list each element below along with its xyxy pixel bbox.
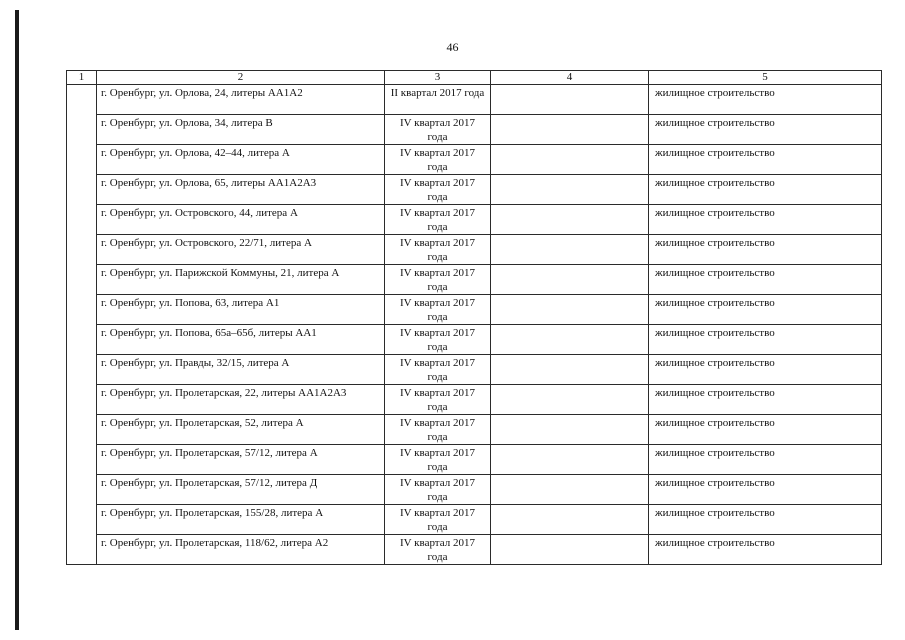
address-cell: г. Оренбург, ул. Парижской Коммуны, 21, литера А: [97, 265, 385, 295]
purpose-cell: жилищное строительство: [649, 445, 882, 475]
address-cell: г. Оренбург, ул. Орлова, 24, литеры АА1А2: [97, 85, 385, 115]
column-4-cell: [491, 205, 649, 235]
address-cell: г. Оренбург, ул. Правды, 32/15, литера А: [97, 355, 385, 385]
table-row: [67, 295, 882, 325]
column-4-cell: [491, 295, 649, 325]
period-cell: II квартал 2017 года: [385, 85, 491, 115]
period-cell: IV квартал 2017 года: [385, 265, 491, 295]
table-row: [67, 385, 882, 415]
row-number-cell: [67, 535, 97, 565]
address-cell: г. Оренбург, ул. Орлова, 65, литеры АА1А2А3: [97, 175, 385, 205]
column-4-cell: [491, 175, 649, 205]
period-cell: IV квартал 2017 года: [385, 535, 491, 565]
column-4-cell: [491, 355, 649, 385]
purpose-cell: жилищное строительство: [649, 85, 882, 115]
table-row: [67, 325, 882, 355]
address-cell: г. Оренбург, ул. Пролетарская, 22, литеры АА1А2А3: [97, 385, 385, 415]
page-number: 46: [446, 40, 459, 54]
table-row: [67, 505, 882, 535]
purpose-cell: жилищное строительство: [649, 415, 882, 445]
row-number-cell: [67, 505, 97, 535]
purpose-cell: жилищное строительство: [649, 145, 882, 175]
purpose-cell: жилищное строительство: [649, 475, 882, 505]
table-row: [67, 445, 882, 475]
row-number-cell: [67, 175, 97, 205]
scan-edge-line: [15, 10, 19, 630]
header-cell-1: 1: [67, 71, 97, 85]
header-row: [67, 71, 882, 85]
table-row: [67, 355, 882, 385]
header-cell-5: 5: [649, 71, 882, 85]
period-cell: IV квартал 2017 года: [385, 205, 491, 235]
row-number-cell: [67, 145, 97, 175]
row-number-cell: [67, 85, 97, 115]
row-number-cell: [67, 475, 97, 505]
address-cell: г. Оренбург, ул. Островского, 44, литера А: [97, 205, 385, 235]
address-cell: г. Оренбург, ул. Пролетарская, 57/12, литера А: [97, 445, 385, 475]
table-row: [67, 85, 882, 115]
column-4-cell: [491, 475, 649, 505]
row-number-cell: [67, 355, 97, 385]
row-number-cell: [67, 115, 97, 145]
period-cell: IV квартал 2017 года: [385, 415, 491, 445]
column-4-cell: [491, 385, 649, 415]
address-cell: г. Оренбург, ул. Пролетарская, 155/28, литера А: [97, 505, 385, 535]
table-row: [67, 265, 882, 295]
table-row: [67, 205, 882, 235]
column-4-cell: [491, 235, 649, 265]
period-cell: IV квартал 2017 года: [385, 505, 491, 535]
column-4-cell: [491, 325, 649, 355]
row-number-cell: [67, 295, 97, 325]
table-row: [67, 115, 882, 145]
header-cell-4: 4: [491, 71, 649, 85]
purpose-cell: жилищное строительство: [649, 205, 882, 235]
purpose-cell: жилищное строительство: [649, 235, 882, 265]
purpose-cell: жилищное строительство: [649, 505, 882, 535]
column-4-cell: [491, 445, 649, 475]
table-body: [67, 71, 882, 565]
table-row: [67, 145, 882, 175]
purpose-cell: жилищное строительство: [649, 115, 882, 145]
row-number-cell: [67, 325, 97, 355]
period-cell: IV квартал 2017 года: [385, 145, 491, 175]
table-row: [67, 235, 882, 265]
period-cell: IV квартал 2017 года: [385, 385, 491, 415]
period-cell: IV квартал 2017 года: [385, 355, 491, 385]
purpose-cell: жилищное строительство: [649, 385, 882, 415]
purpose-cell: жилищное строительство: [649, 265, 882, 295]
header-cell-2: 2: [97, 71, 385, 85]
address-cell: г. Оренбург, ул. Попова, 65а–65б, литеры АА1: [97, 325, 385, 355]
column-4-cell: [491, 265, 649, 295]
period-cell: IV квартал 2017 года: [385, 115, 491, 145]
column-4-cell: [491, 415, 649, 445]
column-4-cell: [491, 145, 649, 175]
column-4-cell: [491, 505, 649, 535]
period-cell: IV квартал 2017 года: [385, 325, 491, 355]
table-row: [67, 535, 882, 565]
address-cell: г. Оренбург, ул. Островского, 22/71, литера А: [97, 235, 385, 265]
table-row: [67, 415, 882, 445]
column-4-cell: [491, 85, 649, 115]
purpose-cell: жилищное строительство: [649, 535, 882, 565]
row-number-cell: [67, 265, 97, 295]
row-number-cell: [67, 445, 97, 475]
period-cell: IV квартал 2017 года: [385, 295, 491, 325]
purpose-cell: жилищное строительство: [649, 325, 882, 355]
row-number-cell: [67, 205, 97, 235]
column-4-cell: [491, 115, 649, 145]
table-row: [67, 175, 882, 205]
period-cell: IV квартал 2017 года: [385, 175, 491, 205]
address-cell: г. Оренбург, ул. Пролетарская, 118/62, литера А2: [97, 535, 385, 565]
address-cell: г. Оренбург, ул. Орлова, 42–44, литера А: [97, 145, 385, 175]
period-cell: IV квартал 2017 года: [385, 235, 491, 265]
purpose-cell: жилищное строительство: [649, 295, 882, 325]
land-plots-table: [66, 70, 882, 565]
address-cell: г. Оренбург, ул. Орлова, 34, литера В: [97, 115, 385, 145]
period-cell: IV квартал 2017 года: [385, 475, 491, 505]
row-number-cell: [67, 415, 97, 445]
column-4-cell: [491, 535, 649, 565]
address-cell: г. Оренбург, ул. Пролетарская, 57/12, литера Д: [97, 475, 385, 505]
row-number-cell: [67, 385, 97, 415]
address-cell: г. Оренбург, ул. Пролетарская, 52, литера А: [97, 415, 385, 445]
table-row: [67, 475, 882, 505]
purpose-cell: жилищное строительство: [649, 175, 882, 205]
purpose-cell: жилищное строительство: [649, 355, 882, 385]
row-number-cell: [67, 235, 97, 265]
header-cell-3: 3: [385, 71, 491, 85]
period-cell: IV квартал 2017 года: [385, 445, 491, 475]
address-cell: г. Оренбург, ул. Попова, 63, литера А1: [97, 295, 385, 325]
